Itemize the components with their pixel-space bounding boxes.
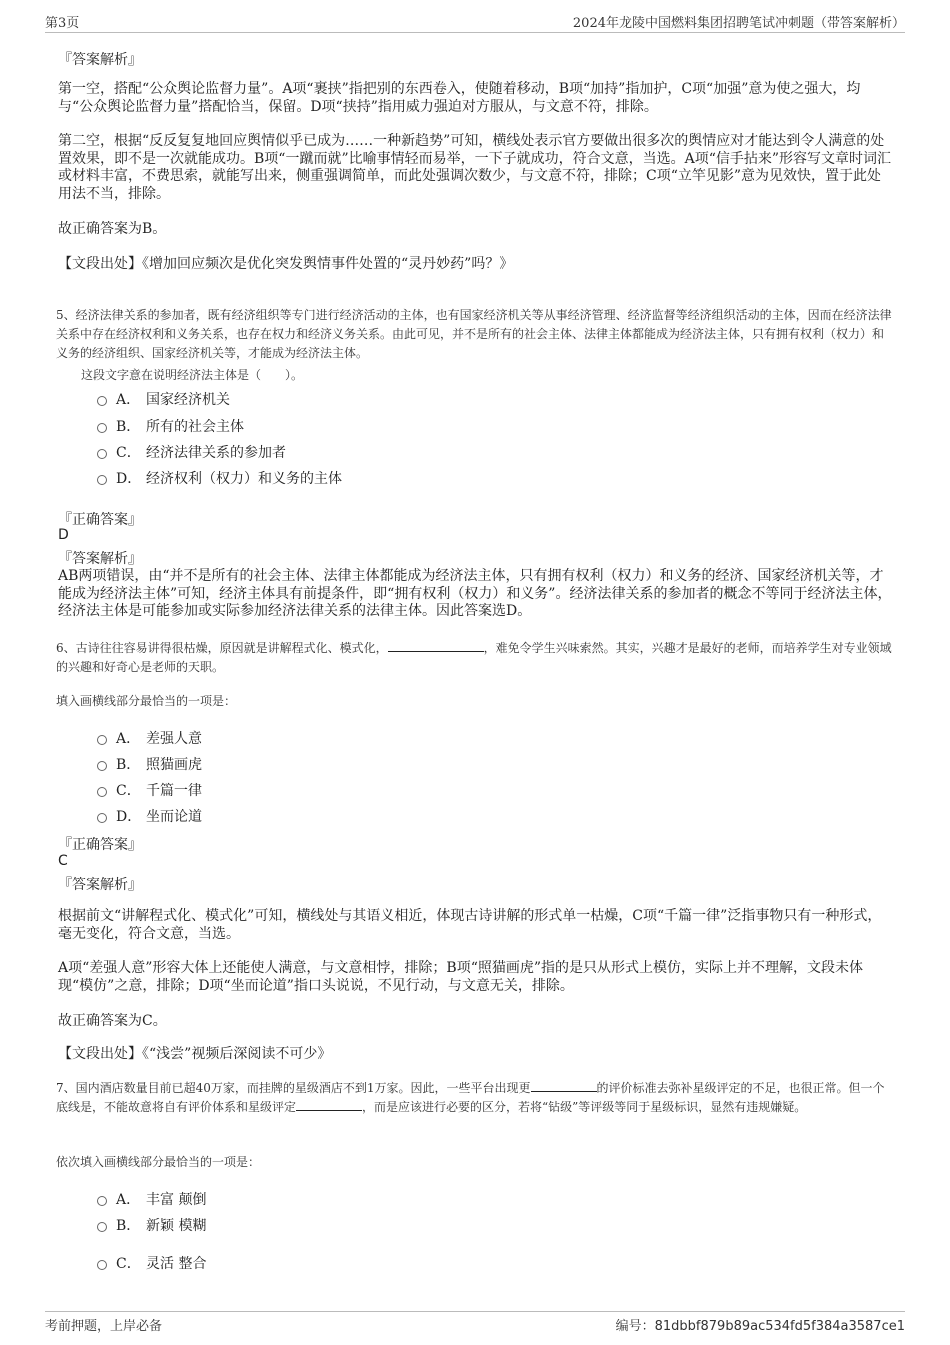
- q6-correct-answer: C: [58, 853, 68, 869]
- radio-icon[interactable]: [97, 1222, 107, 1232]
- q4-analysis-heading: 『答案解析』: [58, 52, 142, 68]
- page-header: [45, 12, 905, 33]
- radio-icon[interactable]: [97, 1260, 107, 1270]
- footer-code: 编号：81dbbf879b89ac534fd5f384a3587ce1: [615, 1319, 905, 1334]
- q5-option-a[interactable]: A． 国家经济机关: [97, 389, 230, 409]
- q6-option-d[interactable]: D． 坐而论道: [97, 806, 202, 826]
- q7-option-a[interactable]: A． 丰富 颠倒: [97, 1189, 206, 1209]
- radio-icon[interactable]: [97, 813, 107, 823]
- q6-prompt: 填入画横线部分最恰当的一项是：: [56, 694, 237, 708]
- blank-line: [296, 1098, 362, 1111]
- q7-option-b[interactable]: B． 新颖 模糊: [97, 1215, 206, 1235]
- q7-prompt: 依次填入画横线部分最恰当的一项是：: [56, 1155, 261, 1169]
- blank-line: [531, 1079, 597, 1092]
- radio-icon[interactable]: [97, 396, 107, 406]
- page-number: 第3页: [45, 16, 80, 31]
- q6-option-a[interactable]: A． 差强人意: [97, 728, 202, 748]
- q5-correct-answer: D: [58, 527, 69, 543]
- q7-stem: 7、国内酒店数量目前已超40万家，而挂牌的星级酒店不到1万家。因此，一些平台出现更 的评价标准去弥补星级评定的不足，也很正常。但一个底线是，不能故意将自有评价体系和星级评定 ，而是应该进行必要的区分，若将“钻级”等评级等同于星级标识，显然有违规嫌疑。: [56, 1081, 885, 1114]
- q4-answer-line: 故正确答案为B。: [58, 221, 167, 237]
- radio-icon[interactable]: [97, 475, 107, 485]
- q6-source: 【文段出处】《“浅尝”视频后深阅读不可少》: [58, 1046, 332, 1062]
- q4-analysis-para-1: 第一空，搭配“公众舆论监督力量”。A项“裹挟”指把别的东西卷入，使随着移动，B项“加持”指加护，C项“加强”意为使之强大，均与“公众舆论监督力量”搭配恰当，保留。D项“挟持”指用威力强迫对方服从，与文意不符，排除。: [58, 81, 861, 115]
- blank-line: [388, 639, 484, 652]
- q6-option-b[interactable]: B． 照猫画虎: [97, 754, 202, 774]
- q5-stem: 5、经济法律关系的参加者，既有经济组织等专门进行经济活动的主体，也有国家经济机关等从事经济管理、经济监督等经济组织活动的主体，因而在经济法律关系中存在经济权利和义务关系，也存在权力和经济义务关系。由此可见，并不是所有的社会主体、法律主体都能成为经济法主体，只有拥有权利（权力）和义务的经济组织、国家经济机关等，才能成为经济法主体。: [56, 308, 892, 360]
- radio-icon[interactable]: [97, 423, 107, 433]
- q6-answer-line: 故正确答案为C。: [58, 1013, 167, 1029]
- q5-option-c[interactable]: C． 经济法律关系的参加者: [97, 442, 286, 462]
- q5-correct-heading: 『正确答案』: [58, 512, 142, 528]
- q7-option-c[interactable]: C． 灵活 整合: [97, 1253, 206, 1273]
- q5-analysis: AB两项错误，由“并不是所有的社会主体、法律主体都能成为经济法主体，只有拥有权利（权力）和义务的经济、国家经济机关等，才能成为经济法主体”可知，经济主体具有前提条件，即“拥有权利（权力）和义务”。经济法律关系的参加者的概念不等同于经济法主体，经济法主体是可能参加或实际参加经济法律关系的法律主体。因此答案选D。: [58, 568, 892, 619]
- document-title: 2024年龙陵中国燃料集团招聘笔试冲刺题（带答案解析）: [572, 16, 905, 31]
- q5-option-b[interactable]: B． 所有的社会主体: [97, 416, 244, 436]
- radio-icon[interactable]: [97, 1196, 107, 1206]
- q5-prompt: 这段文字意在说明经济法主体是（ ）。: [81, 368, 304, 382]
- radio-icon[interactable]: [97, 761, 107, 771]
- radio-icon[interactable]: [97, 735, 107, 745]
- radio-icon[interactable]: [97, 449, 107, 459]
- q4-analysis-para-2: 第二空，根据“反反复复地回应舆情似乎已成为……一种新趋势”可知，横线处表示官方要做出很多次的舆情应对才能达到令人满意的处置效果，即不是一次就能成功。B项“一蹴而就”比喻事情轻而易举，一下子就成功，符合文意，当选。A项“信手拈来”形容写文章时词汇或材料丰富，不费思索，就能写出来，侧重强调简单，而此处强调次数少，与文意不符，排除；C项“立竿见影”意为见效快，置于此处用法不当，排除。: [58, 133, 892, 202]
- radio-icon[interactable]: [97, 787, 107, 797]
- q5-analysis-heading: 『答案解析』: [58, 551, 142, 567]
- q6-stem: 6、古诗往往容易讲得很枯燥，原因就是讲解程式化、模式化， ，难免令学生兴味索然。其实，兴趣才是最好的老师，而培养学生对专业领域的兴趣和好奇心是老师的天职。: [56, 641, 892, 674]
- q6-analysis-para-2: A项“差强人意”形容大体上还能使人满意，与文意相悖，排除；B项“照猫画虎”指的是只从形式上模仿，实际上并不理解，文段未体现“模仿”之意，排除；D项“坐而论道”指口头说说，不见行动，与文意无关，排除。: [58, 960, 864, 994]
- footer-slogan: 考前押题，上岸必备: [45, 1319, 163, 1334]
- q6-option-c[interactable]: C． 千篇一律: [97, 780, 202, 800]
- q6-correct-heading: 『正确答案』: [58, 837, 142, 853]
- q6-analysis-heading: 『答案解析』: [58, 877, 142, 893]
- q5-option-d[interactable]: D． 经济权利（权力）和义务的主体: [97, 468, 342, 488]
- page-footer: [45, 1311, 905, 1334]
- q4-source: 【文段出处】《增加回应频次是优化突发舆情事件处置的“灵丹妙药”吗？》: [58, 256, 514, 272]
- q6-analysis-para-1: 根据前文“讲解程式化、模式化”可知，横线处与其语义相近，体现古诗讲解的形式单一枯燥，C项“千篇一律”泛指事物只有一种形式，毫无变化，符合文意，当选。: [58, 908, 882, 942]
